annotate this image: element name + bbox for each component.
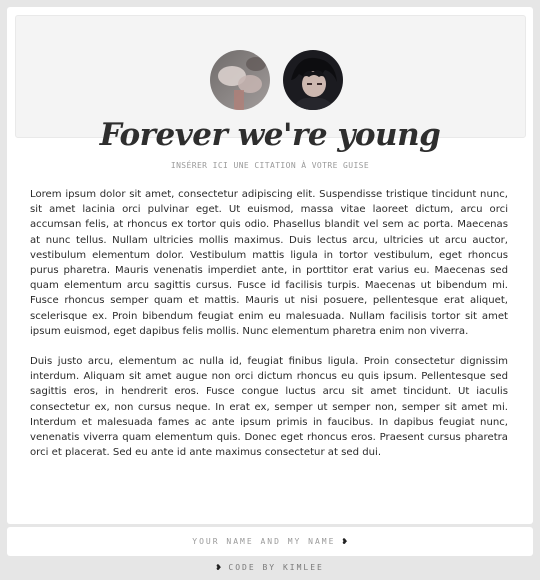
- avatar-left: [210, 50, 270, 110]
- avatar-right: [283, 50, 343, 110]
- credit-link[interactable]: CODE BY KIMLEE: [228, 563, 324, 572]
- heart-icon: ❥: [342, 537, 348, 547]
- post-card: [7, 7, 533, 524]
- post-body: [30, 187, 508, 503]
- credit-line: [0, 563, 540, 573]
- names-label: YOUR NAME AND MY NAME: [192, 537, 336, 546]
- avatar-right-image: [283, 50, 343, 110]
- names-footer: [7, 527, 533, 556]
- paragraph-1: Lorem ipsum dolor sit amet, consectetur adipiscing elit. Suspendisse tristique tincidunt nunc, sit amet lacinia orci pulvinar eget. Ut euismod, massa vitae laoreet dictum, arcu orci accumsan felis, at rhoncus ex tortor quis odio. Phasellus blandit vel sem ac porta. Maecenas at nunc tellus. Nullam ultricies mollis maximus. Duis lectus arcu, ultricies ut arcu auctor, vestibulum elementum dolor. Vestibulum mattis ligula in tortor vestibulum, eget rhoncus purus pharetra. Mauris venenatis imperdiet ante, in porttitor erat varius eu. Maecenas sed quam elementum arcu sagittis cursus. Fusce id facilisis turpis. Maecenas ut bibendum mi. Fusce rhoncus semper quam et mattis. Mauris ut nisi posuere, pellentesque erat aliquet, scelerisque ex. Proin bibendum feugiat enim eu malesuada. Nullam facilisis tortor sit amet ipsum euismod, eget dapibus felis mollis. Nunc elementum pharetra enim non viverra.: [30, 189, 508, 337]
- page-title: Forever we're young: [99, 117, 441, 153]
- heart-icon: ❥: [216, 563, 222, 573]
- quote-subtitle: INSÉRER ICI UNE CITATION À VOTRE GUISE: [170, 161, 370, 170]
- avatar-left-image: [210, 50, 270, 110]
- paragraph-2: Duis justo arcu, elementum ac nulla id, feugiat finibus ligula. Proin consectetur dignissim interdum. Aliquam sit amet augue non orci dictum rhoncus eu quis ipsum. Pellentesque sed sagittis eros, in hendrerit eros. Fusce congue luctus arcu sit amet tincidunt. Ut iaculis consectetur ex, non cursus neque. In erat ex, semper ut semper non, semper sit amet mi. Interdum et malesuada fames ac ante ipsum primis in faucibus. In dapibus feugiat nunc, venenatis viverra quam elementum quis. Donec eget rhoncus eros. Praesent cursus pharetra orci et placerat. Sed eu ante id ante maximus consectetur at sed dui.: [30, 356, 508, 459]
